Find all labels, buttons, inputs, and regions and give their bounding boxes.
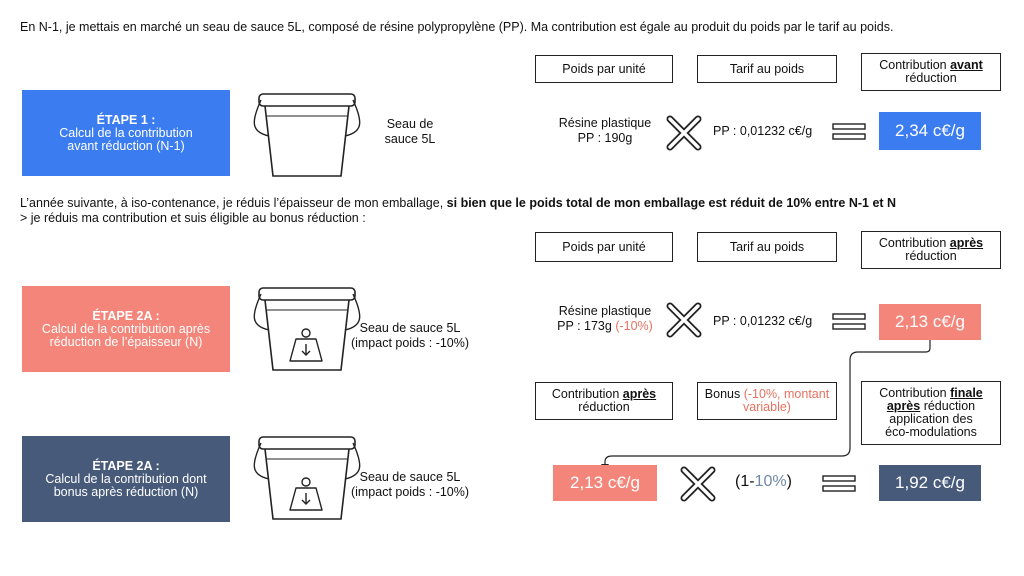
header3-contribution-apres: Contribution après réduction (535, 382, 673, 420)
middle-text-line1: L’année suivante, à iso-contenance, je réduis l’épaisseur de mon emballage, si bien que le poids total de mon emballage est réduit de 10% entre N-1 et N (20, 196, 897, 210)
header-contribution-apres: Contribution après réduction (861, 231, 1001, 269)
header-contribution-avant: Contribution avant réduction (861, 53, 1001, 91)
step2a-box: ÉTAPE 2A : Calcul de la contribution après réduction de l’épaisseur (N) (22, 286, 230, 372)
step1-tarif: PP : 0,01232 c€/g (713, 124, 813, 138)
step2b-label: Seau de sauce 5L (impact poids : -10%) (350, 470, 470, 499)
header-poids-par-unite: Poids par unité (535, 55, 673, 83)
header2-tarif-au-poids: Tarif au poids (697, 232, 837, 262)
header-tarif-au-poids: Tarif au poids (697, 55, 837, 83)
step2a-resine: Résine plastique PP : 173g (-10%) (557, 304, 653, 333)
step1-result: 2,34 c€/g (879, 112, 981, 150)
step2a-result: 2,13 c€/g (879, 304, 981, 340)
step1-label: Seau de sauce 5L (384, 117, 436, 146)
step1-resine: Résine plastique PP : 190g (558, 116, 652, 145)
header-bonus: Bonus (-10%, montant variable) (697, 382, 837, 420)
middle-text-line2: > je réduis ma contribution et suis éligible au bonus réduction : (20, 211, 366, 225)
step1-box: ÉTAPE 1 : Calcul de la contribution avant réduction (N-1) (22, 90, 230, 176)
weight-down-icon (283, 476, 329, 516)
step2a-label: Seau de sauce 5L (impact poids : -10%) (350, 321, 470, 350)
step2b-input: 2,13 c€/g (553, 465, 657, 501)
step2b-box: ÉTAPE 2A : Calcul de la contribution dont bonus après réduction (N) (22, 436, 230, 522)
header-contribution-finale: Contribution finale après réduction application des éco-modulations (861, 381, 1001, 445)
step2b-factor: (1-10%) (735, 473, 792, 490)
multiply-icon (683, 469, 713, 499)
header2-poids-par-unite: Poids par unité (535, 232, 673, 262)
step2b-result: 1,92 c€/g (879, 465, 981, 501)
step2a-tarif: PP : 0,01232 c€/g (713, 314, 813, 328)
equals-icon (823, 474, 855, 494)
intro-text: En N-1, je mettais en marché un seau de sauce 5L, composé de résine polypropylène (PP). Ma contribution est égale au produit du poids par le tarif au poids. (20, 20, 894, 34)
